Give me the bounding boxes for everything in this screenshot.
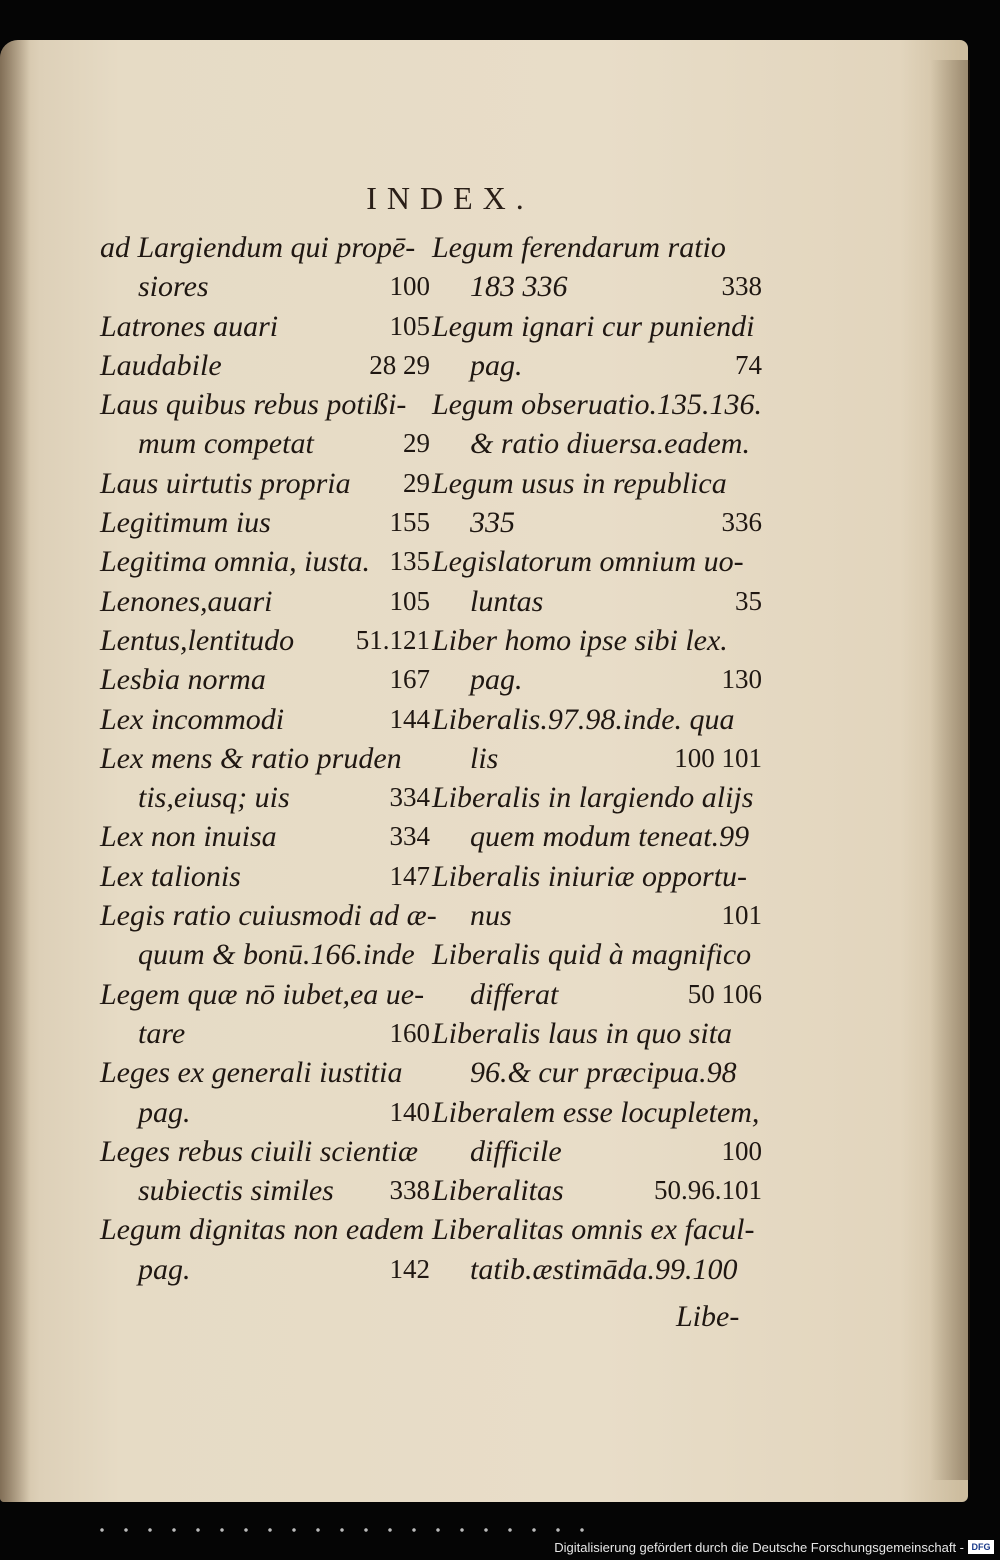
index-entry (100, 778, 430, 817)
index-entry (432, 542, 762, 581)
index-entry-page-ref: 51.121 (355, 624, 430, 655)
index-entry-page-ref: 29 (403, 467, 430, 498)
index-entry (100, 739, 430, 778)
index-entry (432, 307, 762, 346)
index-entry-text: subiectis similes (138, 1174, 334, 1208)
index-entry-text: Laus uirtutis propria (100, 466, 351, 500)
index-entry (100, 817, 430, 856)
index-entry-text: Legum ferendarum ratio (432, 231, 726, 264)
index-entry (432, 1171, 762, 1210)
index-entry-text: ad Largiendum qui propē- (100, 231, 416, 264)
scan-border-dots (90, 1527, 590, 1533)
index-entry (432, 503, 762, 542)
index-entry-text: Legum usus in republica (432, 466, 727, 500)
index-entry (100, 935, 430, 974)
index-entry-text: Lentus,lentitudo (100, 623, 295, 657)
index-entry (100, 621, 430, 660)
index-entry (432, 1210, 762, 1249)
index-entry-text: pag. (470, 663, 523, 697)
index-entry (100, 857, 430, 896)
index-entry (100, 503, 430, 542)
index-entry-page-ref: 35 (735, 585, 762, 616)
index-entry (432, 464, 762, 503)
index-entry (100, 1093, 430, 1132)
index-entry (432, 1093, 762, 1132)
index-entry-text: Laudabile (100, 348, 222, 382)
index-entry (432, 1014, 762, 1053)
index-entry-text: Lesbia norma (100, 663, 266, 697)
index-entry-text: tare (138, 1016, 186, 1050)
index-entry (432, 660, 762, 699)
index-entry-text: luntas (470, 584, 544, 618)
index-entry (432, 267, 762, 306)
index-entry-text: Liberalis iniuriæ opportu- (432, 859, 748, 893)
index-entry-text: Liberalitas omnis ex facul- (432, 1213, 755, 1247)
index-entry-text: Liber homo ipse sibi lex. (432, 623, 728, 657)
index-entry (100, 385, 430, 424)
index-entry (432, 700, 762, 739)
index-entry-page-ref: 50 106 (687, 978, 762, 1009)
index-entry-text: Latrones auari (100, 309, 279, 343)
index-entry-page-ref: 100 (389, 271, 430, 302)
index-entry-page-ref: 101 (721, 900, 762, 931)
index-entry-text: Legum obseruatio.135.136. (432, 388, 762, 422)
index-entry-page-ref: 338 (721, 271, 762, 302)
index-entry (432, 975, 762, 1014)
index-entry-text: Legitima omnia, iusta. (100, 545, 371, 579)
index-entry-text: Legum dignitas non eadem (100, 1213, 425, 1247)
index-entry-page-ref: 105 (389, 310, 430, 341)
index-entry-text: Liberalem esse locupletem, (432, 1095, 760, 1129)
index-entry (432, 1250, 762, 1289)
index-entry (100, 1171, 430, 1210)
index-entry (100, 582, 430, 621)
index-entry-text: tatib.æstimāda.99.100 (470, 1252, 738, 1286)
index-entry-page-ref: 140 (389, 1096, 430, 1127)
index-entry (432, 1132, 762, 1171)
index-entry (432, 817, 762, 856)
index-entry (432, 582, 762, 621)
index-entry-text: siores (138, 270, 209, 304)
index-entry (100, 464, 430, 503)
index-entry-text: lis (470, 741, 499, 775)
catchword: Libe- (676, 1300, 740, 1333)
index-entry-text: differat (470, 977, 559, 1011)
index-entry-page-ref: 130 (721, 664, 762, 695)
index-entry-text: Lenones,auari (100, 584, 273, 618)
index-entry-text: & ratio diuersa.eadem. (470, 427, 750, 461)
index-entry (432, 385, 762, 424)
index-entry (100, 542, 430, 581)
index-entry-text: Legitimum ius (100, 506, 271, 540)
index-entry-text: tis,eiusq; uis (138, 781, 290, 815)
index-entry (100, 1014, 430, 1053)
index-entry-text: pag. (138, 1252, 191, 1286)
index-entry (100, 424, 430, 463)
index-entry-text: 335 (470, 506, 515, 540)
index-entry (432, 346, 762, 385)
index-entry-page-ref: 338 (389, 1175, 430, 1206)
index-entry-text: Legislatorum omnium uo- (432, 545, 744, 579)
index-entry (100, 896, 437, 935)
index-entry (432, 621, 762, 660)
index-entry-text: Legem quæ nō iubet,ea ue- (100, 977, 425, 1011)
index-entry (432, 896, 762, 935)
index-entry-page-ref: 28 29 (369, 349, 430, 380)
index-entry (432, 857, 762, 896)
page-header: INDEX. (366, 180, 534, 216)
index-entry-page-ref: 336 (721, 507, 762, 538)
index-entry-text: Liberalis laus in quo sita (432, 1016, 733, 1050)
index-column-left (100, 228, 437, 1289)
index-entry (432, 739, 762, 778)
index-entry-page-ref: 334 (389, 782, 430, 813)
footer-credit: Digitalisierung gefördert durch die Deutsche Forschungsgemeinschaft - (554, 1540, 964, 1555)
index-entry-page-ref: 74 (735, 349, 762, 380)
index-entry-text: Legis ratio cuiusmodi ad æ- (100, 899, 437, 933)
index-entry (100, 975, 430, 1014)
index-entry (100, 1132, 430, 1171)
index-entry (432, 935, 762, 974)
index-entry (100, 267, 430, 306)
index-entry (100, 307, 430, 346)
index-entry-page-ref: 142 (389, 1253, 430, 1284)
index-entry-text: Liberalis quid à magnifico (432, 938, 752, 972)
index-entry-text: 96.& cur præcipua.98 (470, 1056, 737, 1090)
index-entry (432, 228, 762, 267)
index-entry-text: Leges rebus ciuili scientiæ (100, 1134, 419, 1168)
index-entry-page-ref: 29 (403, 428, 430, 459)
index-entry-text: Legum ignari cur puniendi (432, 309, 755, 343)
index-column-right (432, 228, 762, 1289)
index-entry-text: Leges ex generali iustitia (100, 1056, 403, 1090)
index-entry (432, 1053, 762, 1092)
index-entry (100, 700, 430, 739)
index-entry-text: Lex incommodi (100, 702, 285, 736)
index-entry (100, 660, 430, 699)
index-entry-page-ref: 160 (389, 1017, 430, 1048)
index-entry-page-ref: 144 (389, 703, 430, 734)
index-entry-page-ref: 167 (389, 664, 430, 695)
index-entry-text: pag. (138, 1095, 191, 1129)
index-entry-text: 183 336 (470, 270, 568, 304)
index-entry (100, 346, 430, 385)
index-entry-text: Lex non inuisa (100, 820, 277, 854)
index-entry-text: Liberalitas (432, 1174, 564, 1208)
index-entry-page-ref: 100 (721, 1135, 762, 1166)
index-entry (432, 424, 762, 463)
index-entry (100, 1250, 430, 1289)
index-entry-page-ref: 105 (389, 585, 430, 616)
index-entry-page-ref: 147 (389, 860, 430, 891)
index-entry-text: difficile (470, 1134, 562, 1168)
index-entry-text: Liberalis.97.98.inde. qua (432, 702, 735, 736)
index-entry-page-ref: 50.96.101 (654, 1175, 762, 1206)
page-gutter-shadow (0, 40, 30, 1502)
index-entry-page-ref: 135 (389, 546, 430, 577)
index-entry-text: Laus quibus rebus potißi- (100, 388, 407, 422)
index-entry-page-ref: 334 (389, 821, 430, 852)
index-entry-text: pag. (470, 348, 523, 382)
dfg-logo: DFG (968, 1540, 994, 1554)
index-entry-text: quem modum teneat.99 (470, 820, 750, 854)
index-entry-text: mum competat (138, 427, 314, 461)
page-edge-shadow (930, 60, 970, 1480)
index-entry (432, 778, 762, 817)
index-entry-page-ref: 155 (389, 507, 430, 538)
index-entry-page-ref: 100 101 (674, 742, 762, 773)
index-entry (100, 228, 430, 267)
index-entry-text: quum & bonū.166.inde (138, 938, 415, 972)
index-entry-text: Lex mens & ratio pruden (100, 741, 402, 775)
index-entry (100, 1210, 430, 1249)
index-entry-text: Lex talionis (100, 859, 241, 893)
index-entry-text: nus (470, 899, 512, 933)
index-entry-text: Liberalis in largiendo alijs (432, 781, 754, 815)
index-entry (100, 1053, 430, 1092)
